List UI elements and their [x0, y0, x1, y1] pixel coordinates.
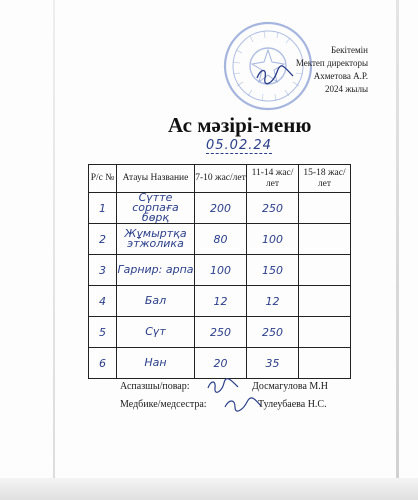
row-num: 4 — [89, 286, 117, 317]
portion-11-14: 250 — [247, 317, 299, 348]
table-row — [89, 286, 351, 317]
portion-15-18 — [299, 193, 351, 224]
handwritten-date: 05.02.24 — [206, 138, 272, 153]
portion-15-18 — [299, 286, 351, 317]
portion-7-10: 20 — [195, 348, 247, 379]
approval-line: Бекітемін — [331, 45, 368, 55]
portion-7-10: 80 — [195, 224, 247, 255]
portion-7-10: 12 — [195, 286, 247, 317]
portion-7-10: 100 — [195, 255, 247, 286]
dish-name: Бал — [117, 286, 195, 317]
dish-name: Сүтте сорпаға бөрқ — [117, 193, 195, 224]
portion-11-14: 250 — [247, 193, 299, 224]
portion-15-18 — [299, 348, 351, 379]
portion-11-14: 100 — [247, 224, 299, 255]
table-row — [89, 193, 351, 224]
nurse-name: Тулеубаева Н.С. — [258, 399, 327, 410]
dish-name: Гарнир: арпа — [117, 255, 195, 286]
dish-name: Сүт — [117, 317, 195, 348]
table-row — [89, 348, 351, 379]
dish-name: Нан — [117, 348, 195, 379]
table-header-row — [89, 165, 351, 193]
approval-block — [238, 44, 368, 96]
row-num: 1 — [89, 193, 117, 224]
nurse-label: Медбике/медсестра: — [120, 399, 207, 410]
header-age-15-18: 15-18 жас/лет — [299, 165, 351, 193]
portion-7-10: 200 — [195, 193, 247, 224]
approval-line: 2024 жылы — [324, 84, 368, 94]
portion-7-10: 250 — [195, 317, 247, 348]
menu-table — [88, 164, 351, 379]
portion-15-18 — [299, 317, 351, 348]
portion-15-18 — [299, 224, 351, 255]
nurse-signature — [223, 396, 263, 412]
document-title: Ас мәзірі-меню — [168, 113, 312, 137]
page-edge — [53, 0, 55, 500]
table-row — [89, 317, 351, 348]
cook-name: Досмагулова М.Н — [252, 381, 329, 392]
dish-name: Жұмыртқа этжолика — [117, 224, 195, 255]
table-row — [89, 255, 351, 286]
row-num: 6 — [89, 348, 117, 379]
table-row — [89, 224, 351, 255]
header-num: Р/с № — [89, 165, 117, 193]
row-num: 2 — [89, 224, 117, 255]
page-edge — [396, 0, 399, 500]
approval-line: Мектеп директоры — [295, 58, 368, 68]
portion-15-18 — [299, 255, 351, 286]
portion-11-14: 35 — [247, 348, 299, 379]
header-age-11-14: 11-14 жас/лет — [247, 165, 299, 193]
row-num: 3 — [89, 255, 117, 286]
portion-11-14: 150 — [247, 255, 299, 286]
cook-signature — [206, 378, 240, 394]
header-name: Атауы Название — [117, 165, 195, 193]
row-num: 5 — [89, 317, 117, 348]
cook-label: Аспазшы/повар: — [120, 381, 190, 392]
portion-11-14: 12 — [247, 286, 299, 317]
approval-line: Ахметова А.Р. — [313, 71, 368, 81]
header-age-7-10: 7-10 жас/лет — [195, 165, 247, 193]
page-shadow — [0, 478, 418, 500]
